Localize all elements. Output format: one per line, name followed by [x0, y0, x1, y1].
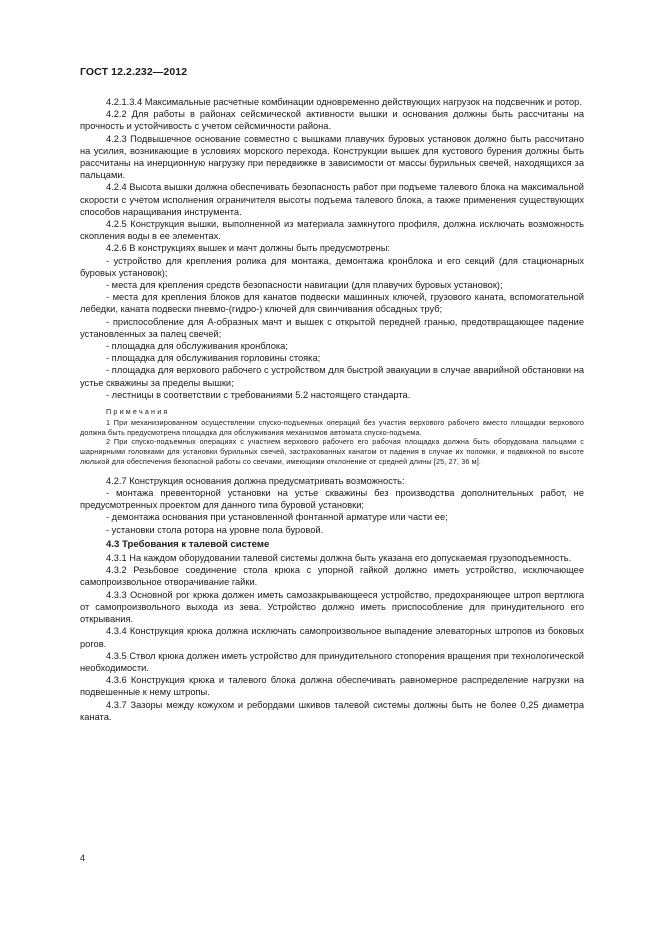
page-number: 4: [80, 853, 86, 863]
list-item: - монтажа превенторной установки на устье скважины без производства дополнительных работ, не предусмотренных проектом для данного типа буровой установки;: [80, 488, 584, 511]
list-item: - площадка для верхового рабочего с устройством для быстрой эвакуации в случае аварийной обстановки на устье скважины за пределы вышки;: [80, 365, 584, 388]
paragraph: 4.3.1 На каждом оборудовании талевой системы должна быть указана его допускаемая грузоподъемность.: [106, 553, 572, 564]
paragraph: 4.3.6 Конструкция крюка и талевого блока должна обеспечивать равномерное распределение нагрузки на подвешенные к нему штропы.: [80, 675, 584, 698]
list-item: - площадка для обслуживания кронблока;: [106, 341, 288, 352]
list-item: - установки стола ротора на уровне пола буровой.: [106, 524, 324, 535]
paragraph: 4.2.5 Конструкция вышки, выполненной из материала замкнутого профиля, должна исключать возможность скопления воды в ее элементах.: [80, 219, 584, 242]
list-item: - площадка для обслуживания горловины стояка;: [106, 353, 321, 364]
list-item: - лестницы в соответствии с требованиями 5.2 настоящего стандарта.: [106, 389, 411, 400]
paragraph: 4.3.2 Резьбовое соединение стола крюка с упорной гайкой должно иметь устройство, исключающее самопроизвольное отворачивание гайки.: [80, 565, 584, 588]
notes-block: [80, 407, 584, 467]
section-heading: 4.3 Требования к талевой системе: [106, 538, 270, 550]
list-item: - места для крепления средств безопасности навигации (для плавучих буровых установок);: [106, 280, 503, 291]
paragraph: 4.3.4 Конструкция крюка должна исключать самопроизвольное выпадение элеваторных штропов из боковых рогов.: [80, 626, 584, 649]
paragraph: 4.2.4 Высота вышки должна обеспечивать безопасность работ при подъеме талевого блока на максимальной скорости с учетом исполнения ограничителя высоты подъема талевого блока, а также применения существующих способов наращивания инструмента.: [80, 182, 584, 217]
list-item: - демонтажа основания при установленной фонтанной арматуре или части ее;: [106, 512, 448, 523]
page-content: [80, 96, 584, 723]
paragraph: 4.3.7 Зазоры между кожухом и ребордами шкивов талевой системы должны быть не более 0,25 диаметра каната.: [80, 699, 584, 722]
note-item: 1 При механизированном осуществлении спуско-подъемных операций без участия верхового рабочего вместо площадки верхового должна быть предусмотрена площадка для обслуживания механизмов автомата спуско-подъема.: [80, 417, 584, 437]
notes-title: Примечания: [106, 407, 170, 417]
list-item: - места для крепления блоков для канатов подвески машинных ключей, грузового каната, вспомогательной лебедки, каната подвески пневмо-(гидро-) ключей для свинчивания обсадных труб;: [80, 292, 584, 315]
document-header: ГОСТ 12.2.232—2012: [80, 66, 188, 78]
paragraph: 4.2.3 Подвышечное основание совместно с вышками плавучих буровых установок должно быть рассчитано на усилия, возникающие в условиях морского перехода. Конструкции вышек для кустового бурения должны быть рассчитаны на инерционную нагрузку при передвижке в зависимости от массы бурильных свечей, находящихся за пальцами.: [80, 133, 584, 181]
paragraph: 4.2.7 Конструкция основания должна предусматривать возможность:: [106, 475, 405, 486]
paragraph: 4.3.5 Ствол крюка должен иметь устройство для принудительного стопорения вращения при технологической необходимости.: [80, 650, 584, 673]
paragraph: 4.2.1.3.4 Максимальные расчетные комбинации одновременно действующих нагрузок на подсвечник и ротор.: [106, 97, 582, 107]
paragraph: 4.3.3 Основной рог крюка должен иметь самозакрывающееся устройство, предохраняющее штроп вертлюга от самопроизвольного выхода из зева. Устройство должно иметь приспособление для принудительного его открывания.: [80, 589, 584, 625]
paragraph: 4.2.2 Для работы в районах сейсмической активности вышки и основания должны быть рассчитаны на прочность и устойчивость с учетом сейсмичности района.: [80, 109, 584, 132]
list-item: - устройство для крепления ролика для монтажа, демонтажа кронблока и его секций (для стационарных буровых установок);: [80, 255, 584, 278]
list-item: - приспособление для А-образных мачт и вышек с открытой передней гранью, предотвращающее падение установленных за палец свечей;: [80, 316, 584, 339]
note-item: 2 При спуско-подъемных операциях с участием верхового рабочего его рабочая площадка должна быть оборудована пальцами с шарнирными головками для установки бурильных свечей, застрахованных канатом от падения в случае их поломки, и подвижной по высоте люлькой для обеспечения безопасной работы со свечами, имеющими отклонение от средней длины [25, 27, 36 м].: [80, 437, 584, 467]
paragraph: 4.2.6 В конструкциях вышек и мачт должны быть предусмотрены:: [106, 243, 390, 254]
